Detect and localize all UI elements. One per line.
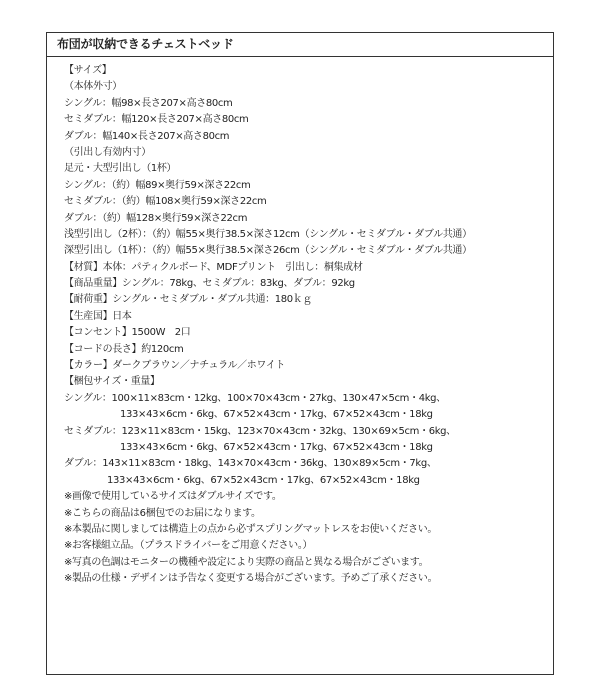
spec-line: 【コンセント】1500W 2口	[64, 327, 191, 339]
spec-line: 浅型引出し（2杯）：（約）幅55×奥行38.5×深さ12cm（シングル・セミダブル・ダブル共通）	[64, 228, 472, 240]
spec-line: （引出し有効内寸）	[64, 146, 151, 158]
spec-line: ※写真の色調はモニターの機種や設定により実際の商品と異なる場合がございます。	[64, 556, 429, 568]
spec-line: ダブル：143×11×83cm・18kg、143×70×43cm・36kg、130×89×5cm・7kg、	[64, 458, 437, 470]
spec-line: 【コードの長さ】約120cm	[64, 343, 184, 355]
spec-line: ※画像で使用しているサイズはダブルサイズです。	[64, 491, 282, 503]
spec-line: 133×43×6cm・6kg、67×52×43cm・17kg、67×52×43cm・18kg	[120, 409, 433, 421]
spec-line: 足元・大型引出し（1杯）	[64, 163, 177, 175]
spec-line: 133×43×6cm・6kg、67×52×43cm・17kg、67×52×43cm・18kg	[120, 441, 433, 453]
spec-line: ※こちらの商品は6梱包でのお届になります。	[64, 507, 261, 519]
spec-line: 【カラー】ダークブラウン／ナチュラル／ホワイト	[64, 360, 286, 372]
spec-line: ※製品の仕様・デザインは予告なく変更する場合がございます。予めご了承ください。	[64, 573, 438, 585]
product-spec-box	[46, 32, 554, 675]
spec-line: 深型引出し（1杯）：（約）幅55×奥行38.5×深さ26cm（シングル・セミダブル・ダブル共通）	[64, 245, 472, 257]
spec-line: 【サイズ】	[64, 65, 112, 76]
spec-line: セミダブル：幅120×長さ207×高さ80cm	[64, 114, 249, 126]
spec-line: 【生産国】日本	[64, 310, 132, 322]
spec-body	[47, 57, 553, 588]
spec-title: 布団が収納できるチェストベッド	[47, 33, 553, 57]
spec-line: シングル：幅98×長さ207×高さ80cm	[64, 97, 233, 109]
spec-line: 133×43×6cm・6kg、67×52×43cm・17kg、67×52×43cm・18kg	[107, 474, 420, 486]
spec-line: 【材質】本体：パティクルボード、MDFプリント 引出し：桐集成材	[64, 261, 363, 273]
spec-line: セミダブル：123×11×83cm・15kg、123×70×43cm・32kg、130×69×5cm・6kg、	[64, 425, 456, 437]
spec-line: ダブル：幅140×長さ207×高さ80cm	[64, 130, 230, 142]
spec-line: ※お客様組立品。（プラスドライバーをご用意ください。）	[64, 540, 313, 552]
spec-line: ダブル：（約）幅128×奥行59×深さ22cm	[64, 212, 248, 224]
spec-line: （本体外寸）	[64, 81, 122, 93]
spec-line: 【耐荷重】シングル・セミダブル・ダブル共通：180ｋｇ	[64, 294, 313, 306]
spec-line: 【商品重量】シングル：78kg、セミダブル：83kg、ダブル：92kg	[64, 278, 355, 290]
spec-line: ※本製品に関しましては構造上の点から必ずスプリングマットレスをお使いください。	[64, 523, 438, 535]
spec-line: シングル：100×11×83cm・12kg、100×70×43cm・27kg、130×47×5cm・4kg、	[64, 392, 446, 404]
spec-line: セミダブル：（約）幅108×奥行59×深さ22cm	[64, 196, 267, 208]
spec-line: シングル：（約）幅89×奥行59×深さ22cm	[64, 179, 251, 191]
spec-line: 【梱包サイズ・重量】	[64, 376, 160, 388]
